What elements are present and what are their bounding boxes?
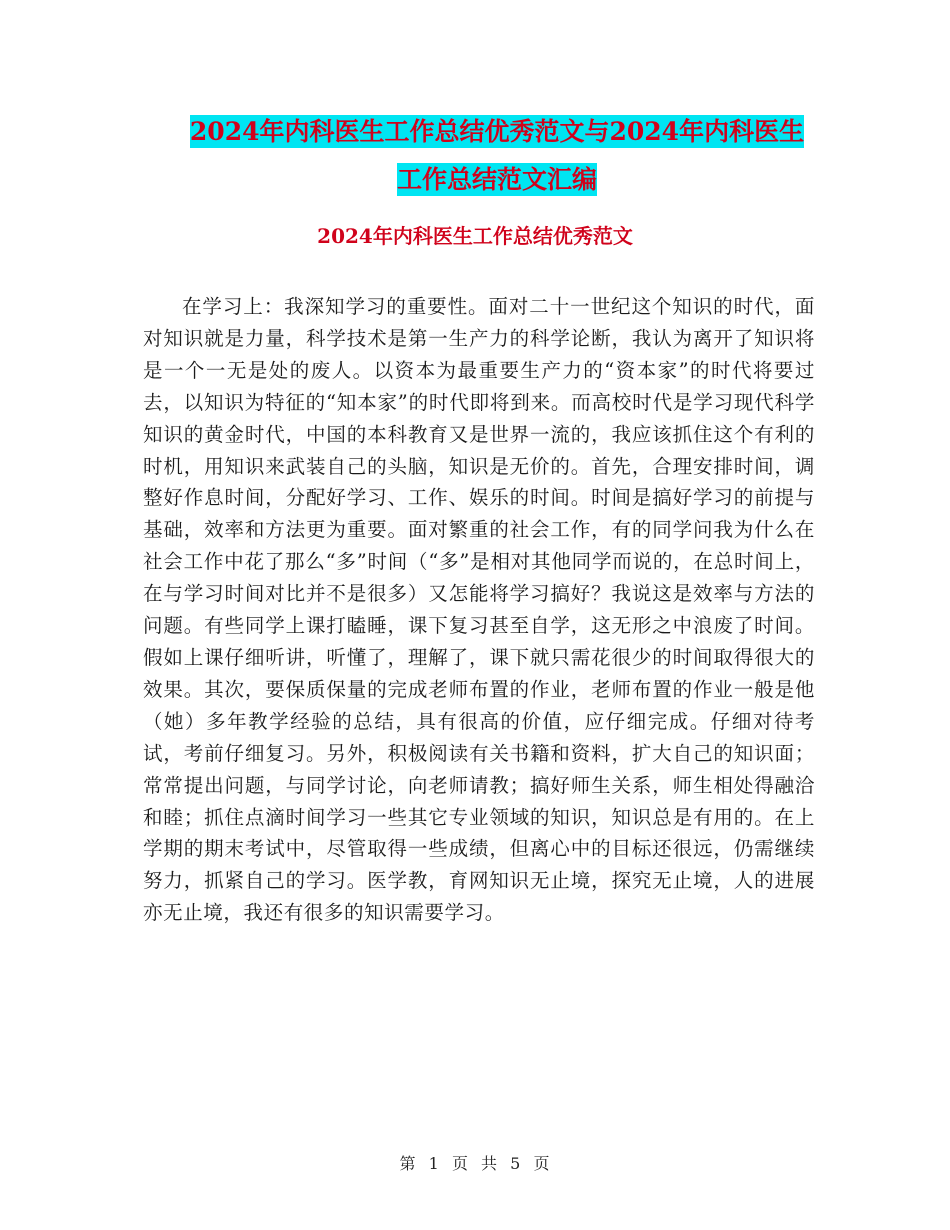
page-label-total-word: 共 — [481, 1154, 499, 1173]
section-title: 2024年内科医生工作总结优秀范文 — [317, 224, 633, 248]
page-current-number: 1 — [428, 1154, 440, 1173]
document-title-line1: 2024年内科医生工作总结优秀范文与2024年内科医生 — [189, 117, 805, 146]
body-paragraph: 在学习上：我深知学习的重要性。面对二十一世纪这个知识的时代，面对知识就是力量，科学技术是第一生产力的科学论断，我认为离开了知识将是一个一无是处的废人。以资本为最重要生产力的“资本家”的时代将要过去，以知识为特征的“知本家”的时代即将到来。而高校时代是学习现代科学知识的黄金时代，中国的本科教育又是世界一流的，我应该抓住这个有利的时机，用知识来武装自己的头脑，知识是无价的。首先，合理安排时间，调整好作息时间，分配好学习、工作、娱乐的时间。时间是搞好学习的前提与基础，效率和方法更为重要。面对繁重的社会工作，有的同学问我为什么在社会工作中花了那么“多”时间（“多”是相对其他同学而说的，在总时间上，在与学习时间对比并不是很多）又怎能将学习搞好？我说这是效率与方法的问题。有些同学上课打瞌睡，课下复习甚至自学，这无形之中浪废了时间。假如上课仔细听讲，听懂了，理解了，课下就只需花很少的时间取得很大的效果。其次，要保质保量的完成老师布置的作业，老师布置的作业一般是他（她）多年教学经验的总结，具有很高的价值，应仔细完成。仔细对待考试，考前仔细复习。另外，积极阅读有关书籍和资料，扩大自己的知识面；常常提出问题，与同学讨论，向老师请教；搞好师生关系，师生相处得融洽和睦；抓住点滴时间学习一些其它专业领域的知识，知识总是有用的。在上学期的期末考试中，尽管取得一些成绩，但离心中的目标还很远，仍需继续努力，抓紧自己的学习。医学教，育网知识无止境，探究无止境，人的进展亦无止境，我还有很多的知识需要学习。 — [143, 295, 815, 925]
page-label-suffix: 页 — [533, 1154, 551, 1173]
page-label-prefix: 第 — [399, 1154, 417, 1173]
page-footer — [0, 1152, 950, 1176]
document-title-line2: 工作总结范文汇编 — [396, 165, 597, 194]
page-total-number: 5 — [510, 1154, 522, 1173]
page-label-mid: 页 — [451, 1154, 469, 1173]
document-title — [140, 108, 854, 204]
